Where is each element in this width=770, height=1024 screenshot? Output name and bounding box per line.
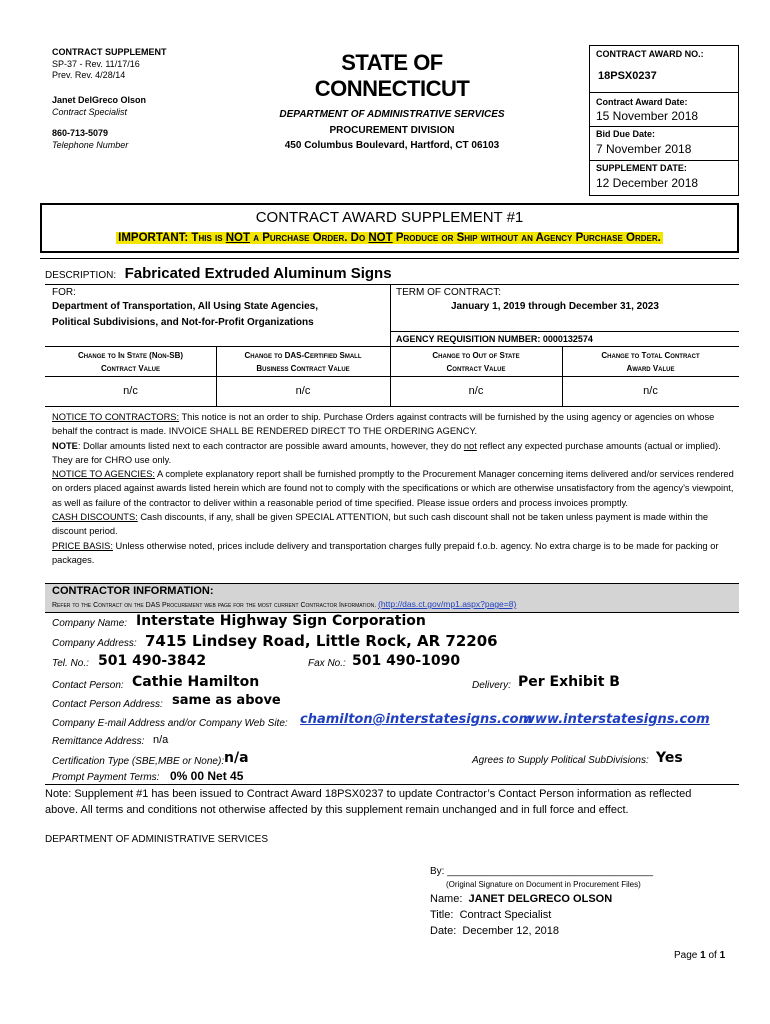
notice-agencies: NOTICE TO AGENCIES: A complete explanatory report shall be furnished promptly to the Procurement Manager concerning items delivered and/or services rendered on orders placed against awards listed herein which are found not to comply with the specifications or which are otherwise unsatisfactory from the agency’s viewpoint, as well as failure of the contractor to deliver within a reasonable period of time specified. Please issue orders and process invoices promptly. <box>52 469 734 508</box>
value-total: n/c <box>643 385 658 397</box>
remittance-label: Remittance Address: <box>52 736 145 747</box>
delivery-label: Delivery: <box>472 680 511 691</box>
award-date: 15 November 2018 <box>596 109 699 123</box>
col-header-small-business: Change to DAS-Certified Small Business Contract Value <box>244 351 362 373</box>
value-outstate: n/c <box>468 385 484 397</box>
notice-cash-discounts: CASH DISCOUNTS: Cash discounts, if any, shall be given SPECIAL ATTENTION, but such cash discount shall not be taken unless payment is made within the discount period. <box>52 512 709 537</box>
bid-due-date: 7 November 2018 <box>596 142 692 156</box>
form-prev-rev: Prev. Rev. 4/28/14 <box>52 70 126 80</box>
contact-person: Cathie Hamilton <box>132 674 260 690</box>
contact-phone-label: Telephone Number <box>52 140 129 150</box>
company-address: 7415 Lindsey Road, Little Rock, AR 72206 <box>145 632 498 650</box>
supplement-date: 12 December 2018 <box>596 176 699 190</box>
supplement-note: Note: Supplement #1 has been issued to Contract Award 18PSX0237 to update Contractor’s Contact Person information as reflected above. All terms and conditions not otherwise affected by this supplement remain unchanged and in full force and effect. <box>45 788 692 816</box>
contact-address: same as above <box>172 693 281 708</box>
for-line-1: Department of Transportation, All Using State Agencies, <box>52 301 318 312</box>
division-name: PROCUREMENT DIVISION <box>329 125 455 136</box>
contractor-info-refer: Refer to the Contract on the DAS Procurement web page for the most current Contractor Information. (http://das.ct.gov/mp1.aspx?page=8) <box>52 599 517 609</box>
page-number: Page 1 of 1 <box>674 950 726 961</box>
term-value: January 1, 2019 through December 31, 2023 <box>451 301 659 312</box>
description-label: DESCRIPTION: <box>45 270 117 281</box>
tel-value: 501 490-3842 <box>98 653 207 669</box>
company-name: Interstate Highway Sign Corporation <box>136 613 426 629</box>
contractor-info-heading: CONTRACTOR INFORMATION: <box>52 585 214 597</box>
company-name-label: Company Name: <box>52 618 128 629</box>
notice-note: NOTE: Dollar amounts listed next to each contractor are possible award amounts, however, they do not reflect any expected purchase amounts (actual or implied). They are for CHRO use only. <box>52 440 721 465</box>
payment-terms-value: 0% 00 Net 45 <box>170 769 244 783</box>
email-website-label: Company E-mail Address and/or Company Web Site: <box>52 718 288 729</box>
delivery-value: Per Exhibit B <box>518 674 620 690</box>
form-rev: SP-37 - Rev. 11/17/16 <box>52 59 140 69</box>
for-line-2: Political Subdivisions, and Not-for-Profit Organizations <box>52 317 314 328</box>
company-website-link[interactable]: www.interstatesigns.com <box>523 712 710 727</box>
notice-contractors: NOTICE TO CONTRACTORS: This notice is not an order to ship. Purchase Orders against contracts will be furnished by the using agency or agencies on whose behalf the contract is made. INVOICE SHALL BE RENDERED DIRECT TO THE ORDERING AGENCY. <box>52 412 715 437</box>
signature-title: Title: Contract Specialist <box>430 909 552 921</box>
signature-by: By: _____________________________________ <box>430 866 654 877</box>
description-value: Fabricated Extruded Aluminum Signs <box>124 265 392 282</box>
certification-label: Certification Type (SBE,MBE or None): <box>52 756 225 767</box>
notices-block <box>52 410 734 567</box>
col-header-outstate: Change to Out of State Contract Value <box>432 351 520 373</box>
term-label: TERM OF CONTRACT: <box>396 287 501 298</box>
contact-person-label: Contact Person: <box>52 680 124 691</box>
col-header-total: Change to Total Contract Award Value <box>601 351 700 373</box>
fax-label: Fax No.: <box>308 658 346 669</box>
department-address: 450 Columbus Boulevard, Hartford, CT 06103 <box>284 140 500 151</box>
contact-address-label: Contact Person Address: <box>52 699 163 710</box>
signature-name: Name: JANET DELGRECO OLSON <box>430 893 613 905</box>
state-title: STATE OF CONNECTICUT <box>314 50 470 101</box>
tel-label: Tel. No.: <box>52 658 89 669</box>
company-address-label: Company Address: <box>52 638 137 649</box>
remittance-value: n/a <box>153 734 169 746</box>
political-subdivisions-value: Yes <box>656 750 683 766</box>
company-email-link[interactable]: chamilton@interstatesigns.com <box>300 712 533 727</box>
for-label: FOR: <box>52 287 76 298</box>
supplement-date-label: SUPPLEMENT DATE: <box>596 163 687 173</box>
award-no-label: CONTRACT AWARD NO.: <box>596 49 704 59</box>
signature-original-note: (Original Signature on Document in Procurement Files) <box>446 880 641 889</box>
contact-phone: 860-713-5079 <box>52 128 109 138</box>
payment-terms-label: Prompt Payment Terms: <box>52 772 160 783</box>
banner-title: CONTRACT AWARD SUPPLEMENT #1 <box>255 209 524 226</box>
signature-department: DEPARTMENT OF ADMINISTRATIVE SERVICES <box>45 834 269 845</box>
bid-due-label: Bid Due Date: <box>596 129 656 139</box>
award-date-label: Contract Award Date: <box>596 97 688 107</box>
form-title: CONTRACT SUPPLEMENT <box>52 47 167 57</box>
value-small-business: n/c <box>295 385 311 397</box>
contact-title: Contract Specialist <box>52 107 128 117</box>
fax-value: 501 490-1090 <box>352 653 461 669</box>
certification-value: n/a <box>224 750 249 766</box>
requisition-number: AGENCY REQUISITION NUMBER: 0000132574 <box>396 334 593 344</box>
contact-name: Janet DelGreco Olson <box>52 95 147 105</box>
header-left <box>52 47 252 150</box>
header-center <box>262 50 522 151</box>
description-row <box>45 265 392 283</box>
department-name: DEPARTMENT OF ADMINISTRATIVE SERVICES <box>279 109 505 120</box>
award-no: 18PSX0237 <box>598 70 657 82</box>
banner-important: IMPORTANT: This is NOT a Purchase Order. Do NOT Produce or Ship without an Agency Purchase Order. <box>118 232 661 244</box>
col-header-instate: Change to In State (Non-SB) Contract Value <box>77 351 184 373</box>
das-procurement-link[interactable]: (http://das.ct.gov/mp1.aspx?page=8) <box>378 599 517 609</box>
political-subdivisions-label: Agrees to Supply Political SubDivisions: <box>472 755 649 766</box>
notice-price-basis: PRICE BASIS: Unless otherwise noted, prices include delivery and transportation charges fully prepaid f.o.b. agency. No extra charge is to be made for packing or packages. <box>52 540 719 565</box>
signature-date: Date: December 12, 2018 <box>430 925 560 937</box>
value-instate: n/c <box>123 385 138 397</box>
